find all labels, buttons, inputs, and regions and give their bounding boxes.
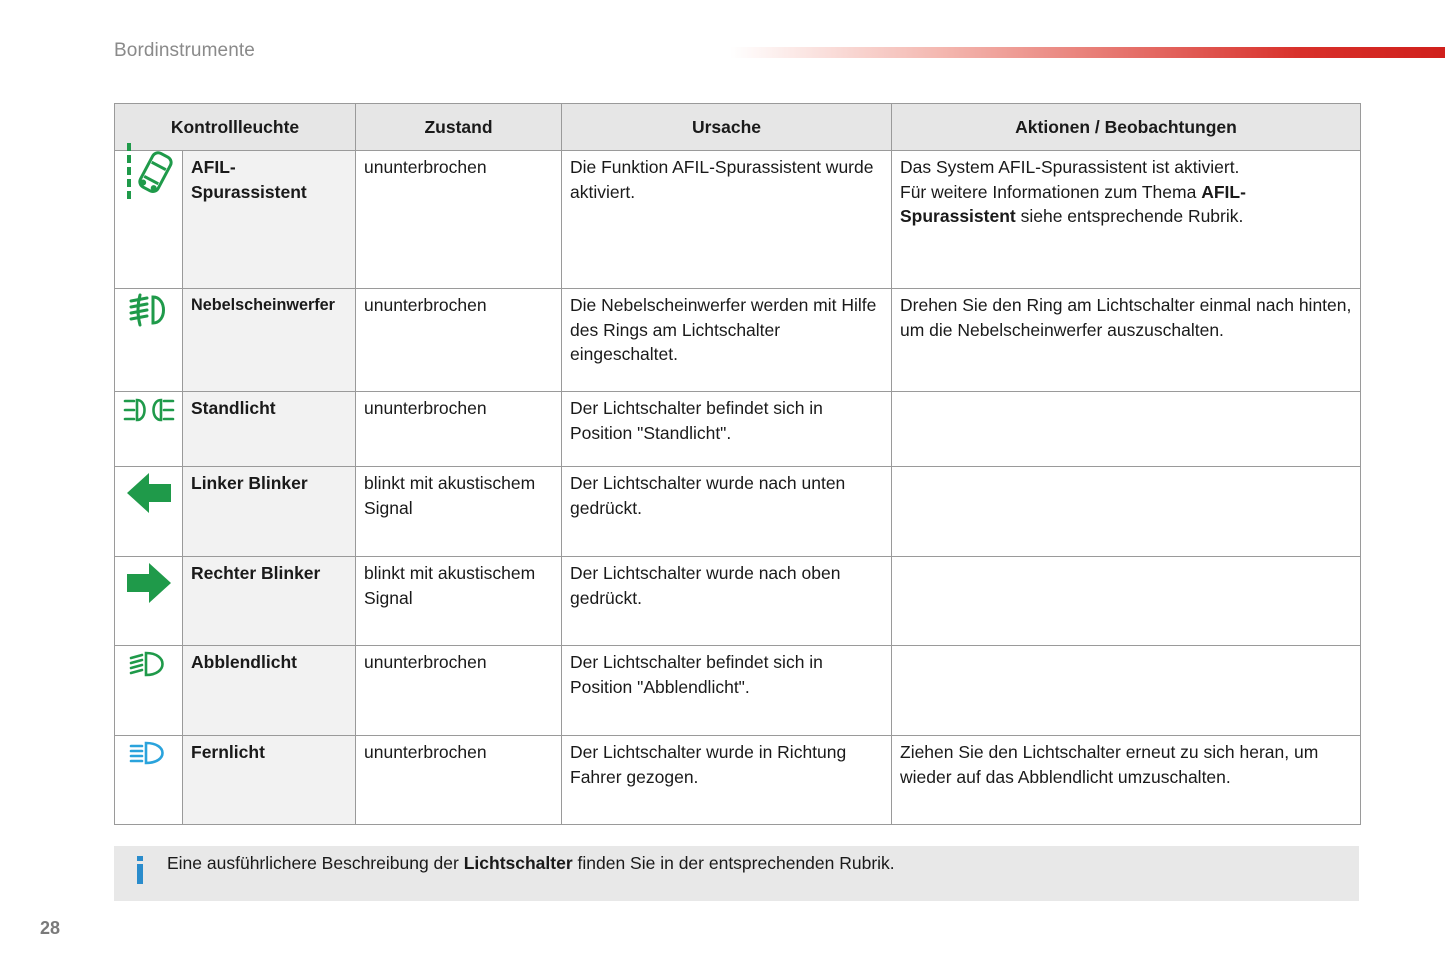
table-header-row (115, 104, 1361, 151)
row-aktion (892, 467, 1361, 557)
row-aktion-line1: Das System AFIL-Spurassistent ist aktiviert. (900, 157, 1240, 177)
left-turn-arrow-icon (125, 471, 173, 515)
row-aktion-line2-bold: AFIL-Spurassistent (900, 181, 1246, 226)
row-ursache: Der Lichtschalter befindet sich in Position "Standlicht". (562, 392, 892, 467)
info-note-text (167, 853, 895, 874)
row-name: Standlicht (183, 392, 356, 467)
row-aktion (892, 646, 1361, 736)
right-turn-arrow-icon (125, 561, 173, 605)
row-zustand: ununterbrochen (356, 646, 562, 736)
warning-lights-table (114, 103, 1361, 825)
table-row (115, 646, 1361, 736)
high-beam-icon (128, 740, 170, 766)
row-aktion-line2-post: siehe entsprechende Rubrik. (1015, 206, 1244, 226)
low-beam-icon (128, 650, 170, 678)
info-note-post: finden Sie in der entsprechenden Rubrik. (572, 853, 895, 873)
info-note-bold: Lichtschalter (463, 853, 573, 873)
row-name: Nebelscheinwerfer (183, 289, 356, 392)
info-note-pre: Eine ausführlichere Beschreibung der (167, 853, 464, 873)
icon-cell (115, 289, 183, 392)
row-aktion: Drehen Sie den Ring am Lichtschalter einmal nach hinten, um die Nebelscheinwerfer auszuschalten. (892, 289, 1361, 392)
row-zustand: blinkt mit akustischem Signal (356, 467, 562, 557)
row-name: Fernlicht (183, 736, 356, 825)
row-aktion-line2-pre: Für weitere Informationen zum Thema (900, 181, 1202, 202)
row-ursache: Der Lichtschalter wurde in Richtung Fahrer gezogen. (562, 736, 892, 825)
row-zustand: ununterbrochen (356, 392, 562, 467)
column-header-ursache: Ursache (562, 104, 892, 151)
row-name: AFIL-Spurassistent (183, 151, 356, 289)
icon-cell (115, 557, 183, 646)
row-ursache: Der Lichtschalter wurde nach unten gedrückt. (562, 467, 892, 557)
icon-cell (115, 392, 183, 467)
side-light-icon (123, 396, 175, 424)
row-name: Abblendlicht (183, 646, 356, 736)
page-number: 28 (40, 918, 61, 938)
row-aktion (892, 557, 1361, 646)
table-row (115, 557, 1361, 646)
icon-cell (115, 467, 183, 557)
row-ursache: Der Lichtschalter wurde nach oben gedrückt. (562, 557, 892, 646)
icon-cell (115, 646, 183, 736)
row-aktion: Ziehen Sie den Lichtschalter erneut zu sich heran, um wieder auf das Abblendlicht umzuschalten. (892, 736, 1361, 825)
row-ursache: Die Funktion AFIL-Spurassistent wurde aktiviert. (562, 151, 892, 289)
row-zustand: ununterbrochen (356, 151, 562, 289)
icon-cell (115, 151, 183, 289)
section-title: Bordinstrumente (114, 40, 255, 61)
row-zustand: blinkt mit akustischem Signal (356, 557, 562, 646)
row-aktion (892, 151, 1361, 289)
row-name: Linker Blinker (183, 467, 356, 557)
icon-cell (115, 736, 183, 825)
table-row (115, 151, 1361, 289)
lane-departure-icon (125, 141, 173, 201)
table-row (115, 736, 1361, 825)
info-icon (134, 856, 146, 884)
column-header-kontrollleuchte: Kontrollleuchte (115, 104, 356, 151)
table-row (115, 289, 1361, 392)
column-header-zustand: Zustand (356, 104, 562, 151)
row-zustand: ununterbrochen (356, 289, 562, 392)
row-ursache: Die Nebelscheinwerfer werden mit Hilfe des Rings am Lichtschalter eingeschaltet. (562, 289, 892, 392)
row-ursache: Der Lichtschalter befindet sich in Position "Abblendlicht". (562, 646, 892, 736)
fog-light-icon (127, 293, 171, 327)
column-header-aktionen: Aktionen / Beobachtungen (892, 104, 1361, 151)
row-zustand: ununterbrochen (356, 736, 562, 825)
row-name: Rechter Blinker (183, 557, 356, 646)
header-accent-bar (730, 47, 1445, 58)
info-note (114, 846, 1359, 901)
table-row (115, 392, 1361, 467)
row-aktion (892, 392, 1361, 467)
table-row (115, 467, 1361, 557)
